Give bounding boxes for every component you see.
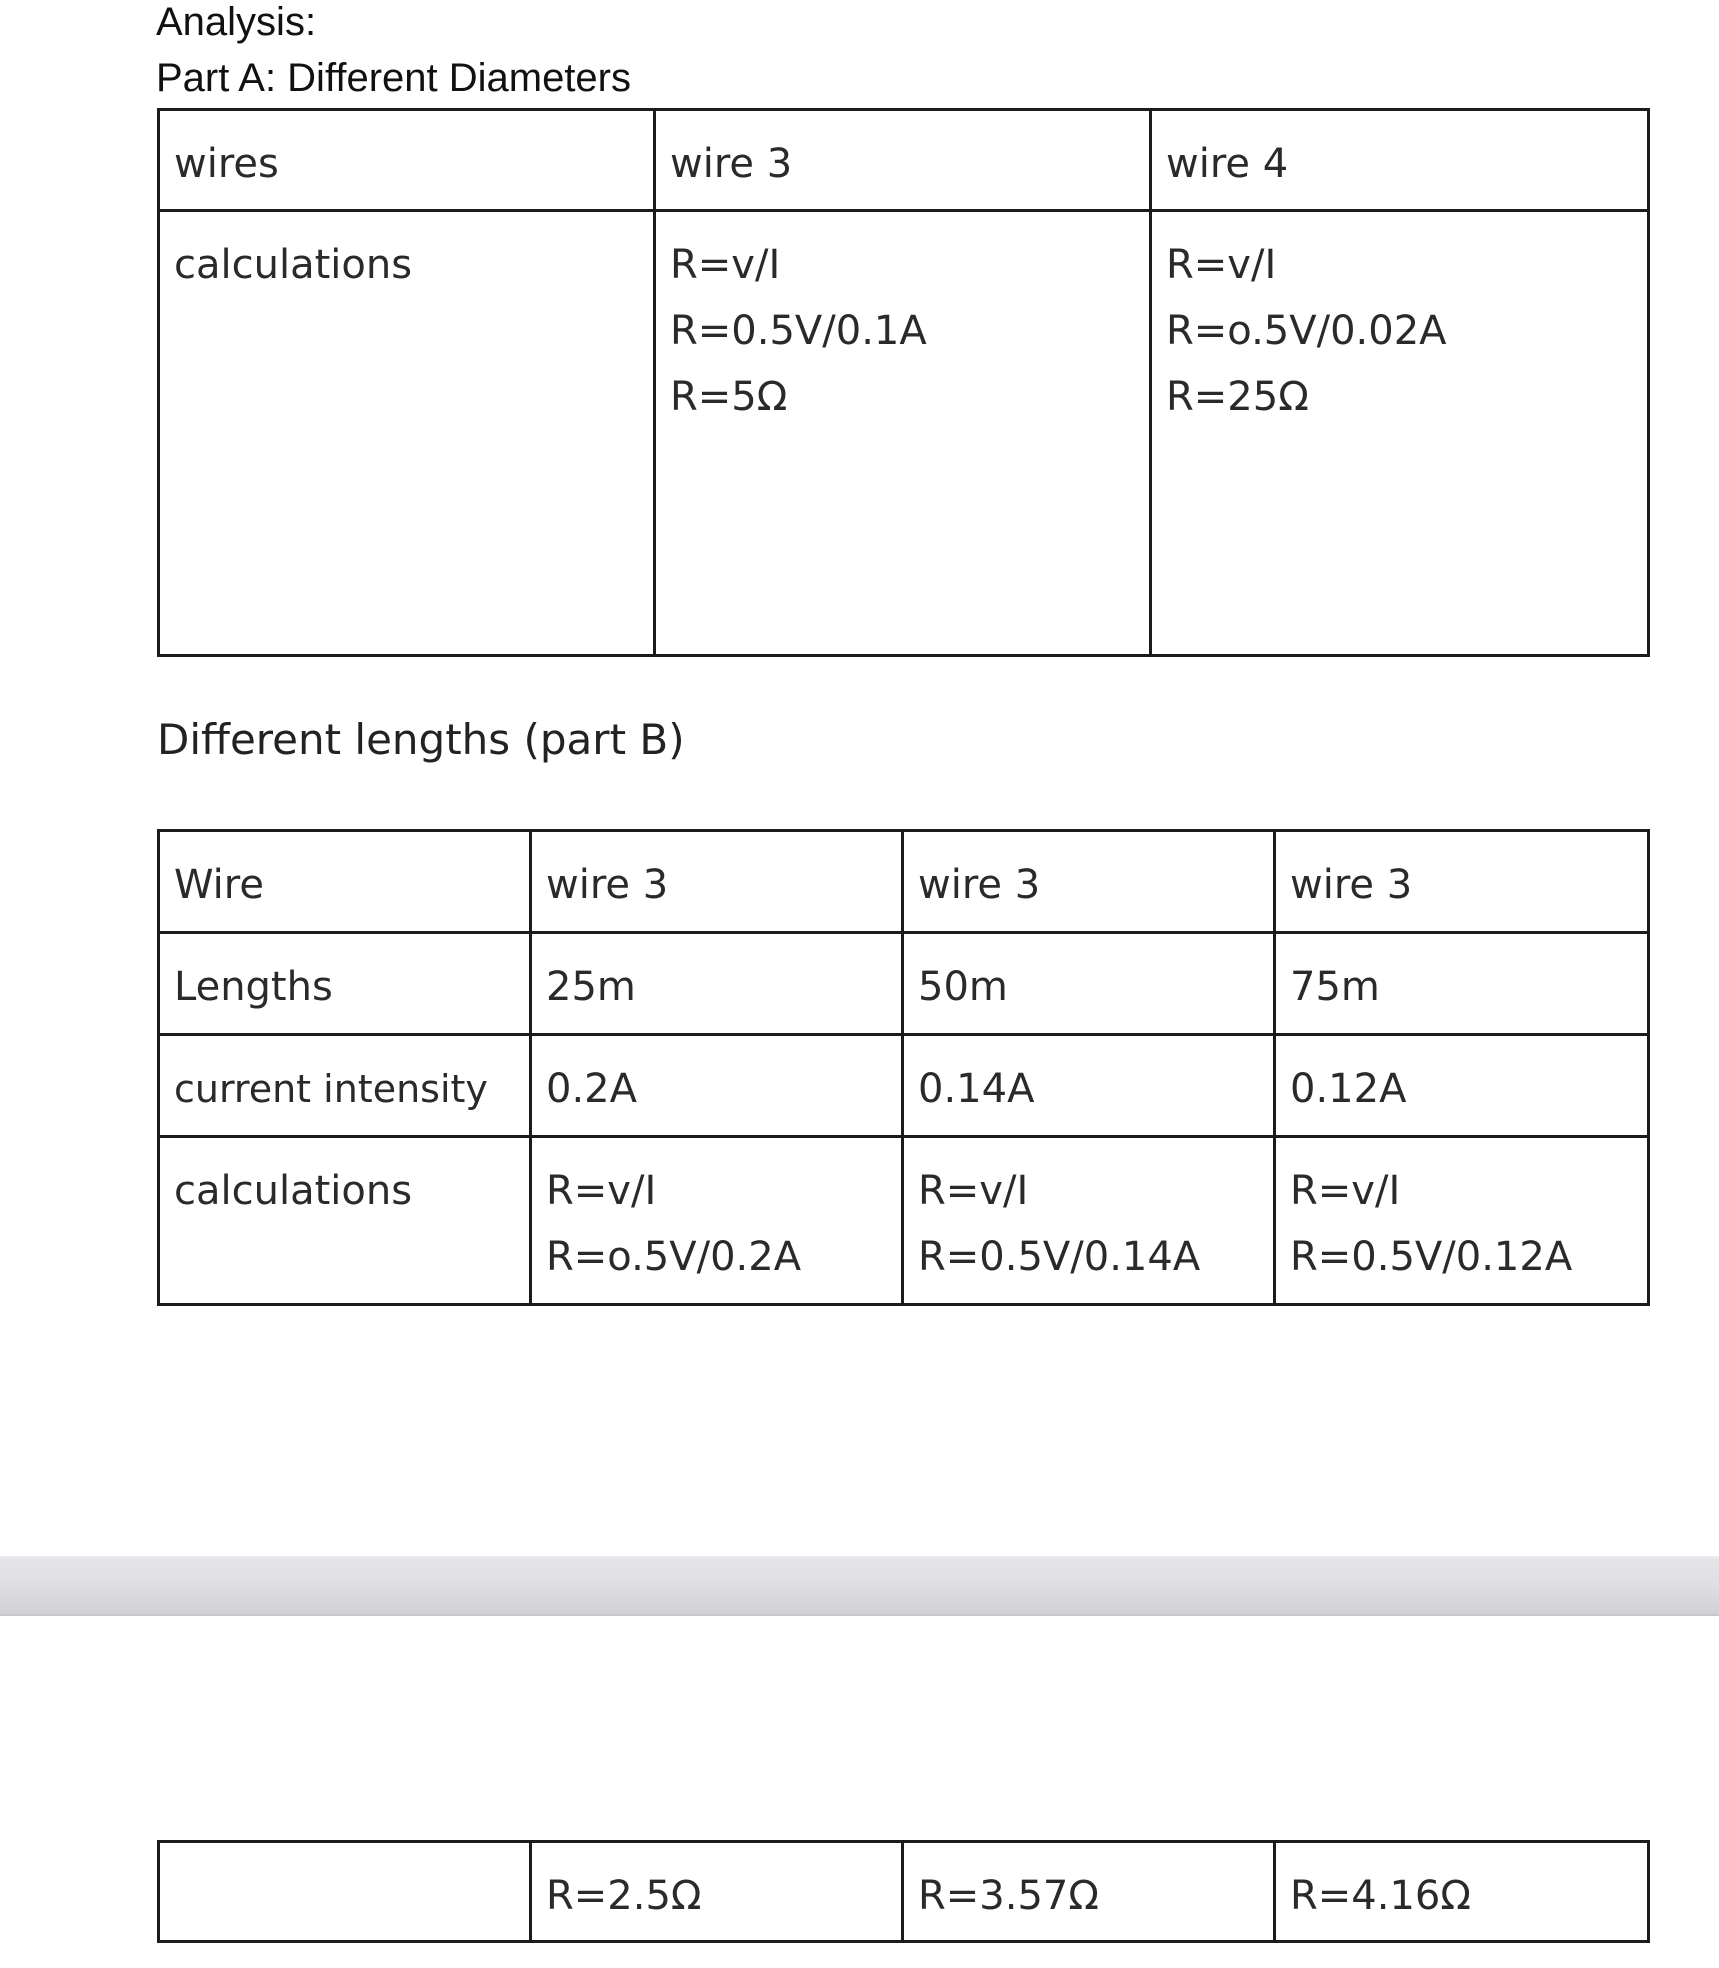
length-cell: 50m: [903, 933, 1275, 1035]
current-cell: 0.12A: [1275, 1035, 1649, 1137]
header-cell: wire 3: [531, 831, 903, 933]
calculations-cell: [903, 1137, 1275, 1305]
header-cell-wires: wires: [159, 110, 655, 211]
wire3-calculations: [655, 211, 1151, 656]
calc-line: R=o.5V/0.02A: [1166, 308, 1447, 354]
table-row: [159, 1035, 1649, 1137]
part-a-heading: Part A: Different Diameters: [156, 56, 631, 100]
calc-line: R=o.5V/0.2A: [546, 1234, 802, 1280]
header-cell: wire 3: [1275, 831, 1649, 933]
calc-line: R=0.5V/0.14A: [918, 1234, 1201, 1280]
header-cell: wire 3: [903, 831, 1275, 933]
part-b-heading: Different lengths (part B): [157, 715, 685, 764]
length-cell: 75m: [1275, 933, 1649, 1035]
calc-line: R=0.5V/0.1A: [670, 308, 927, 354]
calculations-cell: [1275, 1137, 1649, 1305]
table-row: [159, 933, 1649, 1035]
result-cell: R=4.16Ω: [1275, 1842, 1649, 1942]
table-row: [159, 1137, 1649, 1305]
calc-line: R=v/I: [546, 1168, 657, 1214]
calc-line: R=0.5V/0.12A: [1290, 1234, 1573, 1280]
calc-line: R=v/I: [1290, 1168, 1401, 1214]
calc-line: R=v/I: [1166, 242, 1277, 288]
calc-line: R=v/I: [918, 1168, 1029, 1214]
result-cell: R=2.5Ω: [531, 1842, 903, 1942]
current-cell: 0.2A: [531, 1035, 903, 1137]
length-cell: 25m: [531, 933, 903, 1035]
row-label-current: current intensity: [159, 1035, 531, 1137]
wire4-calculations: [1151, 211, 1649, 656]
diameters-table: [157, 108, 1650, 657]
current-cell: 0.14A: [903, 1035, 1275, 1137]
row-label-lengths: Lengths: [159, 933, 531, 1035]
analysis-heading: Analysis:: [156, 0, 317, 44]
calculations-cell: [531, 1137, 903, 1305]
result-cell: R=3.57Ω: [903, 1842, 1275, 1942]
header-cell-wire4: wire 4: [1151, 110, 1649, 211]
calc-line: R=25Ω: [1166, 374, 1309, 420]
calc-line: R=v/I: [670, 242, 781, 288]
lengths-table-continued: [157, 1840, 1650, 1943]
page-break-divider: [0, 1556, 1719, 1616]
row-label-calculations: calculations: [159, 211, 655, 656]
lengths-table: [157, 829, 1650, 1306]
table-row: [159, 1842, 1649, 1942]
table-row: [159, 110, 1649, 211]
calc-line: R=5Ω: [670, 374, 788, 420]
table-row: [159, 211, 1649, 656]
table-row: [159, 831, 1649, 933]
header-cell-wire: Wire: [159, 831, 531, 933]
header-cell-wire3: wire 3: [655, 110, 1151, 211]
row-label-calculations: calculations: [159, 1137, 531, 1305]
empty-cell: [159, 1842, 531, 1942]
